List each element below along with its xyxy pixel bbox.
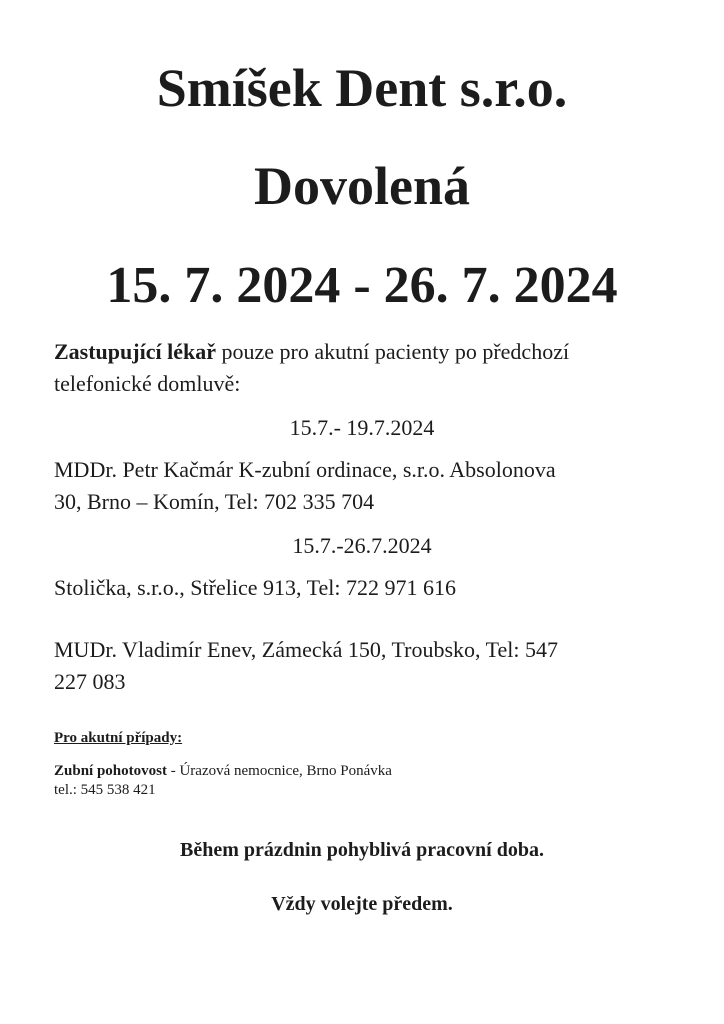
emergency-phone: tel.: 545 538 421 bbox=[54, 782, 156, 798]
emergency-service-location: - Úrazová nemocnice, Brno Ponávka bbox=[166, 763, 392, 779]
emergency-service-name: Zubní pohotovost bbox=[54, 763, 167, 779]
call-ahead-notice: Vždy volejte předem. bbox=[271, 893, 453, 915]
emergency-service bbox=[54, 761, 392, 781]
page-title: Dovolená bbox=[254, 156, 470, 216]
company-name: Smíšek Dent s.r.o. bbox=[156, 58, 568, 118]
doctor1-address-line2: 30, Brno – Komín, Tel: 702 335 704 bbox=[54, 489, 375, 514]
date-range-1: 15.7.- 19.7.2024 bbox=[289, 415, 435, 440]
doctor3-address-line1: MUDr. Vladimír Enev, Zámecká 150, Troubsko, Tel: 547 bbox=[54, 637, 559, 662]
vacation-dates: 15. 7. 2024 - 26. 7. 2024 bbox=[106, 257, 618, 314]
doctor1-address-line1: MDDr. Petr Kačmár K-zubní ordinace, s.r.o. Absolonova bbox=[54, 457, 556, 482]
substitute-intro bbox=[54, 336, 569, 368]
holiday-hours-notice: Během prázdnin pohyblivá pracovní doba. bbox=[180, 839, 544, 861]
doctor3-address-line2: 227 083 bbox=[54, 669, 126, 694]
date-range-2: 15.7.-26.7.2024 bbox=[292, 533, 432, 558]
doctor2-address: Stolička, s.r.o., Střelice 913, Tel: 722 971 616 bbox=[54, 575, 456, 600]
substitute-intro-line2: telefonické domluvě: bbox=[54, 371, 241, 396]
substitute-heading: Zastupující lékař bbox=[54, 339, 216, 364]
acute-cases-heading: Pro akutní případy: bbox=[54, 730, 183, 746]
substitute-intro-text: pouze pro akutní pacienty po předchozí bbox=[215, 339, 570, 364]
